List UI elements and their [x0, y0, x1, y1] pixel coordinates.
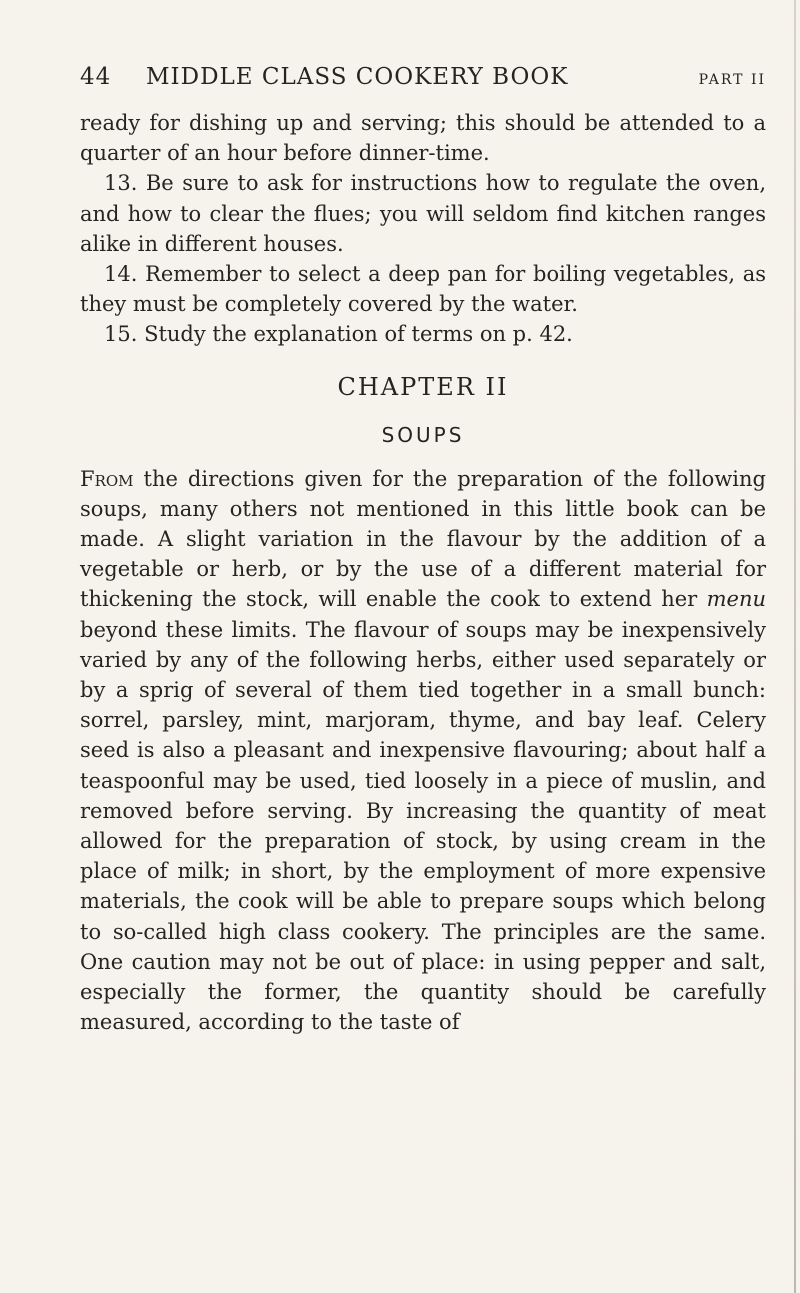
intro-text — [80, 108, 766, 350]
page-edge — [794, 0, 796, 1293]
paragraph-item-15: 15. Study the explanation of terms on p. 42. — [104, 322, 573, 347]
soups-paragraph — [80, 464, 766, 1038]
soups-text-part-2: beyond these limits. The flavour of soups may be inexpensively varied by any of the following herbs, either used separately or by a sprig of several of them tied together in a small bunch: sorrel, parsley, mint, marjoram, thyme, and bay leaf. Celery seed is also a pleasant and inexpensive flavouring; about half a teaspoonful may be used, tied loosely in a piece of muslin, and removed before serving. By increasing the quantity of meat allowed for the preparation of stock, by using cream in the place of milk; in short, by the employment of more expensive materials, the cook will be able to prepare soups which belong to so-called high class cookery. The principles are the same. One caution may not be out of place: in using pepper and salt, especially the former, the quantity should be carefully measured, according to the taste of — [80, 617, 766, 1035]
chapter-heading: CHAPTER II — [337, 372, 509, 401]
page-number: 44 — [80, 64, 112, 90]
running-head — [80, 62, 766, 92]
part-label: PART II — [698, 72, 766, 88]
soups-text — [80, 464, 766, 1038]
book-page — [80, 62, 766, 1037]
menu-word: menu — [706, 587, 766, 612]
soups-text-part-1: the directions given for the preparation of the following soups, many others not mentioned in this little book can be made. A slight variation in the flavour by the addition of a vegetable or herb, or by the use of a different material for thickening the stock, will enable the cook to extend her — [80, 466, 766, 612]
paragraph-continued: ready for dishing up and serving; this should be attended to a quarter of an hour before dinner-time. — [80, 111, 766, 166]
drop-word: From — [80, 466, 134, 491]
running-title: MIDDLE CLASS COOKERY BOOK — [146, 64, 569, 90]
paragraph-item-13: 13. Be sure to ask for instructions how to regulate the oven, and how to clear the flues; you will seldom find kitchen ranges alike in different houses. — [80, 171, 766, 256]
chapter-title: SOUPS — [381, 422, 465, 447]
paragraph-item-14: 14. Remember to select a deep pan for boiling vegetables, as they must be completely covered by the water. — [80, 262, 766, 317]
